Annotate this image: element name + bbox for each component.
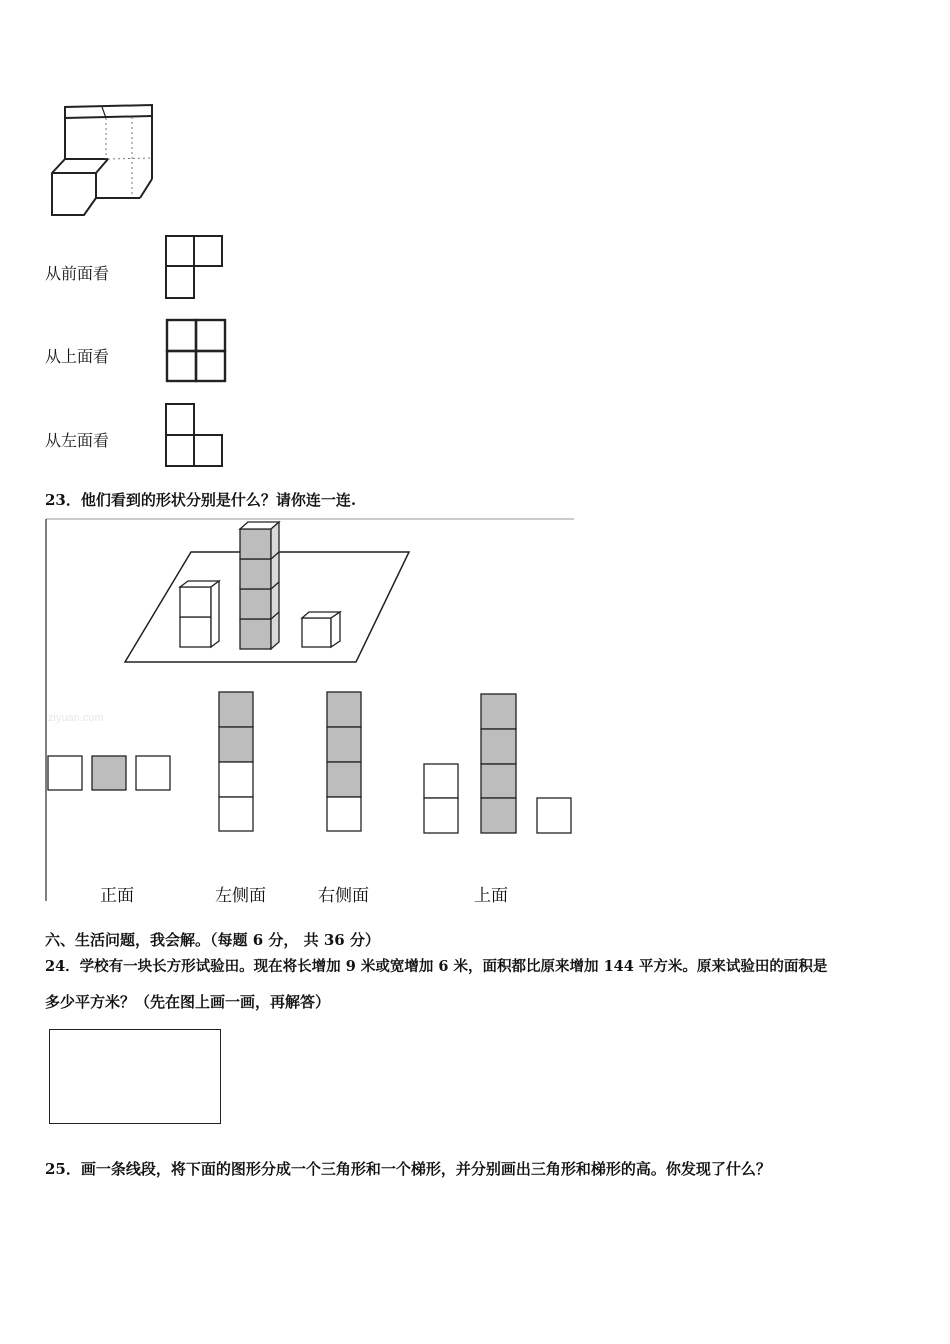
question-24-line-2: 多少平方米？（先在图上画一画，再解答） xyxy=(45,993,331,1011)
top-view-shape xyxy=(165,318,227,384)
left-view-label: 从左面看 xyxy=(45,431,110,450)
question-23-text: 23．他们看到的形状分别是什么？请你连一连. xyxy=(45,491,357,509)
front-view-shape xyxy=(165,235,225,301)
watermark-text: ziyuan.com xyxy=(48,712,104,724)
label-right-side: 右侧面 xyxy=(318,886,369,906)
question-23-figure xyxy=(46,519,576,904)
section-6-heading: 六、生活问题，我会解。（每题 6 分， 共 36 分） xyxy=(45,931,380,949)
question-24-rectangle xyxy=(49,1029,221,1124)
label-front: 正面 xyxy=(100,886,134,906)
question-24-line-1: 24．学校有一块长方形试验田。现在将长增加 9 米或宽增加 6 米，面积都比原来增加 144 平方米。原来试验田的面积是 xyxy=(45,958,828,975)
top-view-label: 从上面看 xyxy=(45,347,110,366)
label-top: 上面 xyxy=(474,886,508,906)
left-view-shape xyxy=(165,403,225,469)
l-shaped-solid-figure xyxy=(40,95,170,225)
label-left-side: 左侧面 xyxy=(215,886,266,906)
front-view-label: 从前面看 xyxy=(45,264,110,283)
question-25-text: 25．画一条线段，将下面的图形分成一个三角形和一个梯形，并分别画出三角形和梯形的高。你发现了什么？ xyxy=(45,1160,771,1178)
